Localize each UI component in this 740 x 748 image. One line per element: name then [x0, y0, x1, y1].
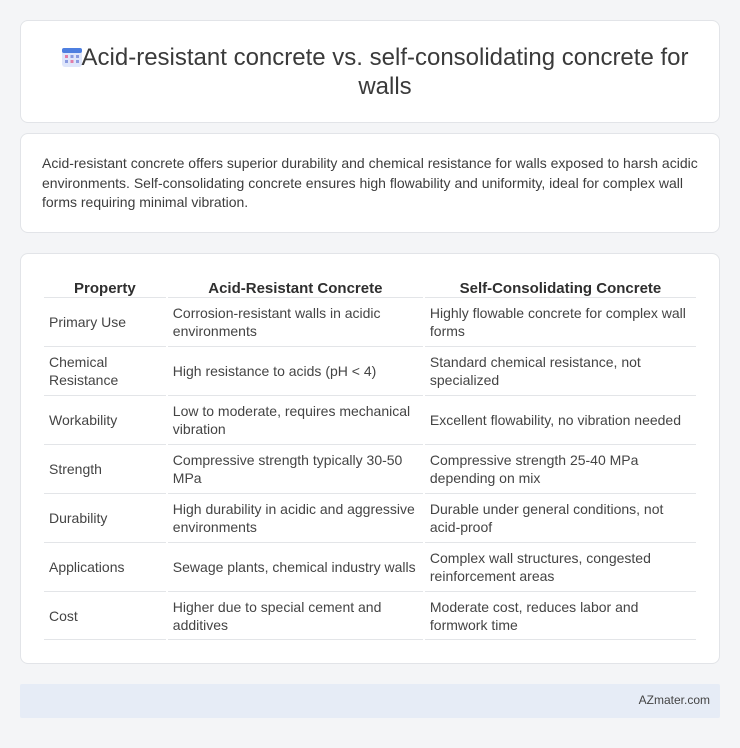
summary-text: Acid-resistant concrete offers superior durability and chemical resistance for walls exposed to harsh acidic environments. Self-consolidating concrete ensures high flowability and uniformity, ideal for complex wall forms requiring minimal vibration.: [42, 155, 698, 210]
row-acid-value: Low to moderate, requires mechanical vibration: [168, 395, 423, 444]
table-row: [44, 493, 696, 542]
row-acid-value: High resistance to acids (pH < 4): [168, 346, 423, 395]
page-title: Acid-resistant concrete vs. self-consolidating concrete for walls: [81, 44, 689, 100]
row-acid-value: Higher due to special cement and additives: [168, 591, 423, 640]
row-property: Durability: [44, 493, 166, 542]
header-acid-resistant: Acid-Resistant Concrete: [208, 280, 383, 297]
row-scc-value: Standard chemical resistance, not specialized: [425, 346, 696, 395]
row-scc-value: Durable under general conditions, not acid-proof: [425, 493, 696, 542]
row-property: Primary Use: [44, 297, 166, 346]
row-property: Applications: [44, 542, 166, 591]
table-row: [44, 591, 696, 640]
table-row: [44, 346, 696, 395]
title-card: [20, 20, 720, 123]
row-scc-value: Highly flowable concrete for complex wall forms: [425, 297, 696, 346]
footer-bar: [20, 684, 720, 718]
row-scc-value: Complex wall structures, congested reinforcement areas: [425, 542, 696, 591]
table-row: [44, 297, 696, 346]
row-scc-value: Compressive strength 25-40 MPa depending on mix: [425, 444, 696, 493]
row-scc-value: Excellent flowability, no vibration needed: [425, 395, 696, 444]
row-property: Strength: [44, 444, 166, 493]
header-self-consolidating: Self-Consolidating Concrete: [459, 280, 662, 297]
footer-brand-link[interactable]: AZmater.com: [638, 693, 710, 707]
row-scc-value: Moderate cost, reduces labor and formwork time: [425, 591, 696, 640]
row-property: Workability: [44, 395, 166, 444]
header-property: Property: [74, 280, 136, 297]
row-acid-value: Compressive strength typically 30-50 MPa: [168, 444, 423, 493]
row-acid-value: Sewage plants, chemical industry walls: [168, 542, 423, 591]
row-acid-value: Corrosion-resistant walls in acidic environments: [168, 297, 423, 346]
comparison-card: [20, 253, 720, 664]
table-row: [44, 395, 696, 444]
row-property: Chemical Resistance: [44, 346, 166, 395]
table-row: [44, 444, 696, 493]
comparison-table: [42, 276, 698, 640]
table-row: [44, 542, 696, 591]
row-acid-value: High durability in acidic and aggressive environments: [168, 493, 423, 542]
table-header-row: [44, 276, 696, 297]
row-property: Cost: [44, 591, 166, 640]
summary-card: [20, 133, 720, 233]
